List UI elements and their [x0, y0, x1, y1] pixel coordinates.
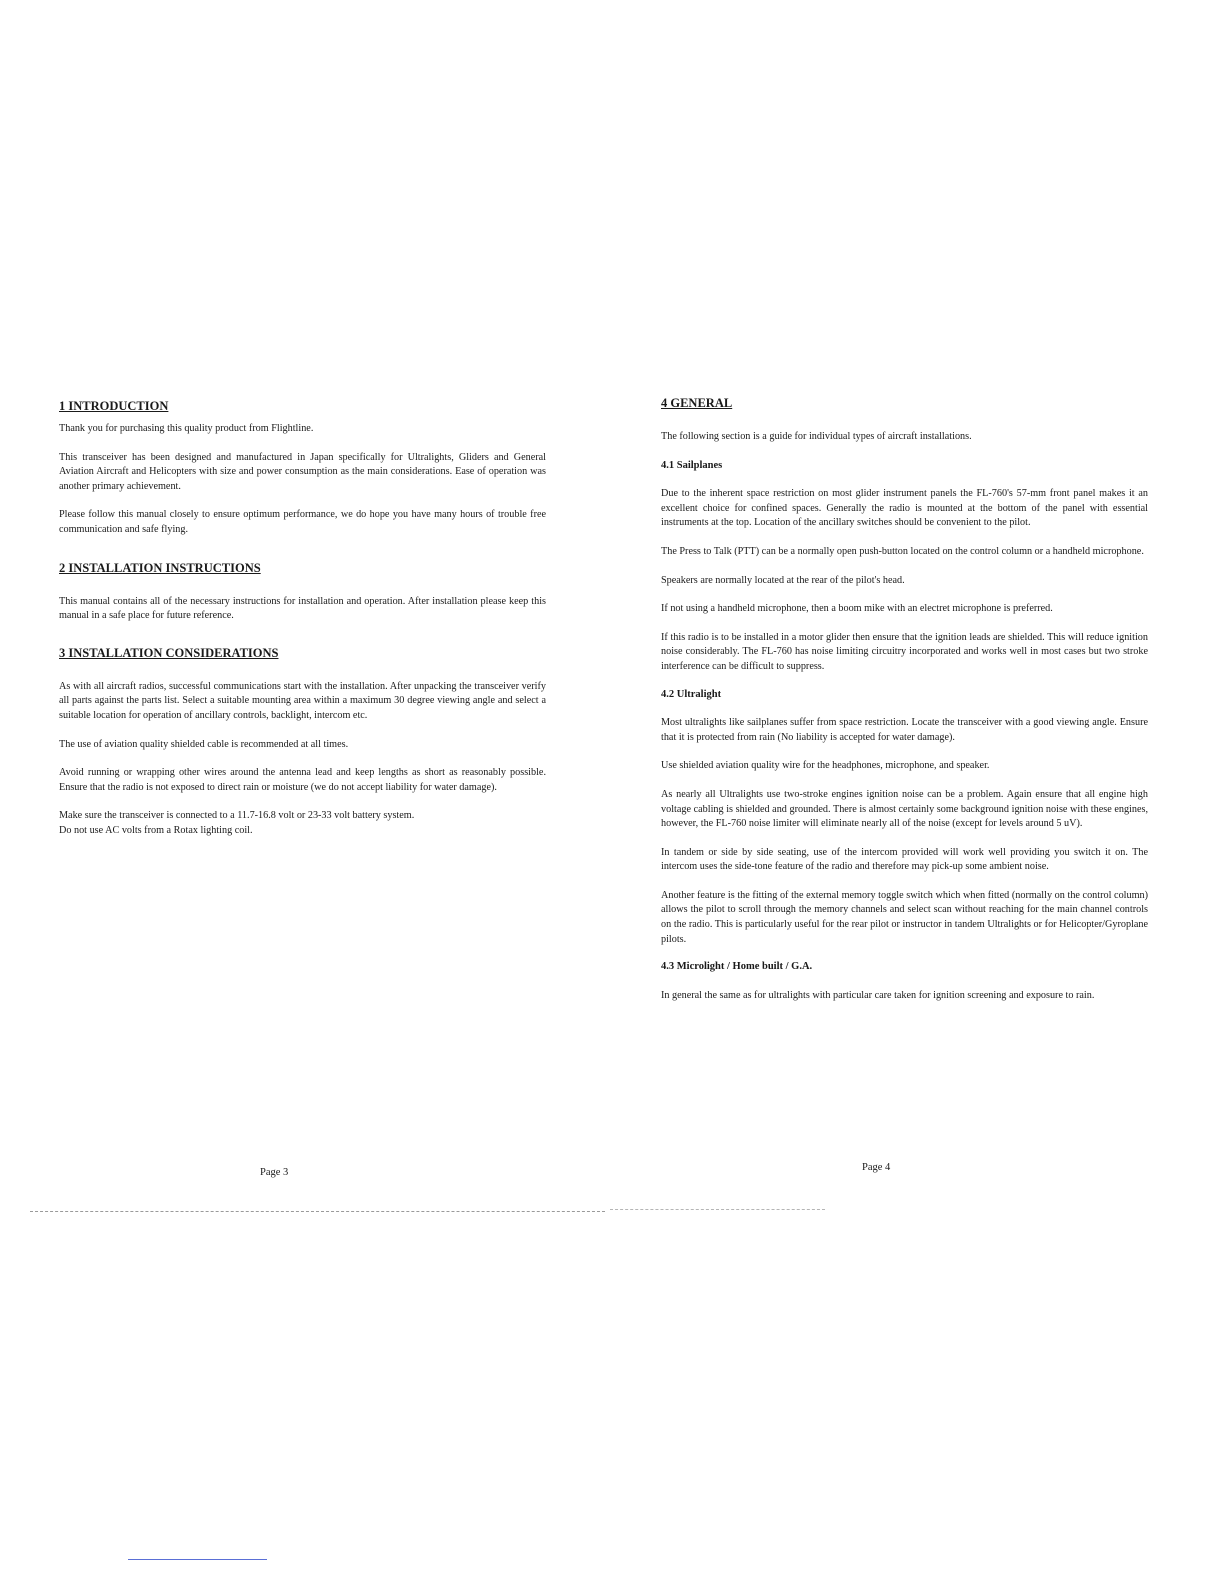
paragraph: As nearly all Ultralights use two-stroke engines ignition noise can be a problem. Again ensure that all engine high voltage cabling is shielded and grounded. There is almost certainly some background ignition noise with these engines, however, the FL-760 noise limiter will eliminate nearly all of the noise (except for levels around 5 uV). — [661, 788, 1148, 830]
paragraph: Use shielded aviation quality wire for the headphones, microphone, and speaker. — [661, 760, 990, 772]
section-heading-general: 4 GENERAL — [661, 396, 733, 410]
left-page-column — [59, 398, 546, 839]
subheading-ultralight: 4.2 Ultralight — [661, 688, 722, 700]
paragraph: If this radio is to be installed in a motor glider then ensure that the ignition leads are shielded. This will reduce ignition noise considerably. The FL-760 has noise limiting circuitry incorporated and works well in most cases but two stroke interference can be difficult to suppress. — [661, 631, 1148, 672]
section-heading-installation-considerations: 3 INSTALLATION CONSIDERATIONS — [59, 645, 279, 660]
paragraph: This transceiver has been designed and manufactured in Japan specifically for Ultralights, Gliders and General Aviation Aircraft and Helicopters with size and power consumption as the main considerations. Ease of operation was another primary achievement. — [59, 451, 546, 492]
paragraph-line: Make sure the transceiver is connected to a 11.7-16.8 volt or 23-33 volt battery system. — [59, 810, 415, 822]
paragraph: Please follow this manual closely to ensure optimum performance, we do hope you have many hours of trouble free communication and safe flying. — [59, 509, 546, 535]
subheading-microlight: 4.3 Microlight / Home built / G.A. — [661, 961, 813, 973]
paragraph: The following section is a guide for individual types of aircraft installations. — [661, 431, 972, 442]
paragraph: Avoid running or wrapping other wires around the antenna lead and keep lengths as short as reasonably possible. Ensure that the radio is not exposed to direct rain or moisture (we do not accept liability for water damage). — [59, 767, 546, 793]
bottom-accent-line — [128, 1559, 267, 1560]
paragraph: If not using a handheld microphone, then a boom mike with an electret microphone is preferred. — [661, 603, 1053, 615]
section-heading-installation-instructions: 2 INSTALLATION INSTRUCTIONS — [59, 560, 261, 575]
paragraph-line: Do not use AC volts from a Rotax lighting coil. — [59, 824, 253, 836]
paragraph: Another feature is the fitting of the external memory toggle switch which when fitted (normally on the control column) allows the pilot to scroll through the memory channels and select scan without reaching for the main channel controls on the radio. This is particularly useful for the rear pilot or instructor in tandem Ultralights or for Helicopter/Gyroplane pilots. — [661, 889, 1148, 945]
paragraph: This manual contains all of the necessary instructions for installation and operation. After installation please keep this manual in a safe place for future reference. — [59, 595, 546, 622]
subheading-sailplanes: 4.1 Sailplanes — [661, 459, 723, 471]
page-bottom-divider — [610, 1209, 825, 1210]
paragraph: Thank you for purchasing this quality product from Flightline. — [59, 423, 314, 434]
paragraph: Speakers are normally located at the rear of the pilot's head. — [661, 574, 905, 586]
paragraph: As with all aircraft radios, successful communications start with the installation. After unpacking the transceiver verify all parts against the parts list. Select a suitable mounting area within a maximum 30 degree viewing angle and select a suitable location for operation of ancillary controls, backlight, intercom etc. — [59, 680, 546, 721]
paragraph: Most ultralights like sailplanes suffer from space restriction. Locate the transceiver with a good viewing angle. Ensure that it is protected from rain (No liability is accepted for water damage). — [661, 717, 1148, 743]
right-page-column — [661, 395, 1148, 1003]
paragraph: In tandem or side by side seating, use of the intercom provided will work well providing you switch it on. The intercom uses the side-tone feature of the radio and therefore may pick-up some ambient noise. — [661, 846, 1148, 873]
paragraph: Due to the inherent space restriction on most glider instrument panels the FL-760's 57-mm front panel makes it an excellent choice for confined spaces. Generally the radio is mounted at the bottom of the panel with essential instruments at the top. Location of the ancillary switches should be convenient to the pilot. — [661, 488, 1148, 529]
paragraph: The Press to Talk (PTT) can be a normally open push-button located on the control column or a handheld microphone. — [661, 545, 1144, 557]
page-bottom-divider — [30, 1211, 605, 1212]
page-number-left: Page 3 — [260, 1167, 289, 1178]
paragraph: In general the same as for ultralights with particular care taken for ignition screening and exposure to rain. — [661, 989, 1095, 1001]
page-number-right: Page 4 — [862, 1162, 891, 1173]
section-heading-introduction: 1 INTRODUCTION — [59, 399, 169, 413]
paragraph: The use of aviation quality shielded cable is recommended at all times. — [59, 738, 349, 750]
